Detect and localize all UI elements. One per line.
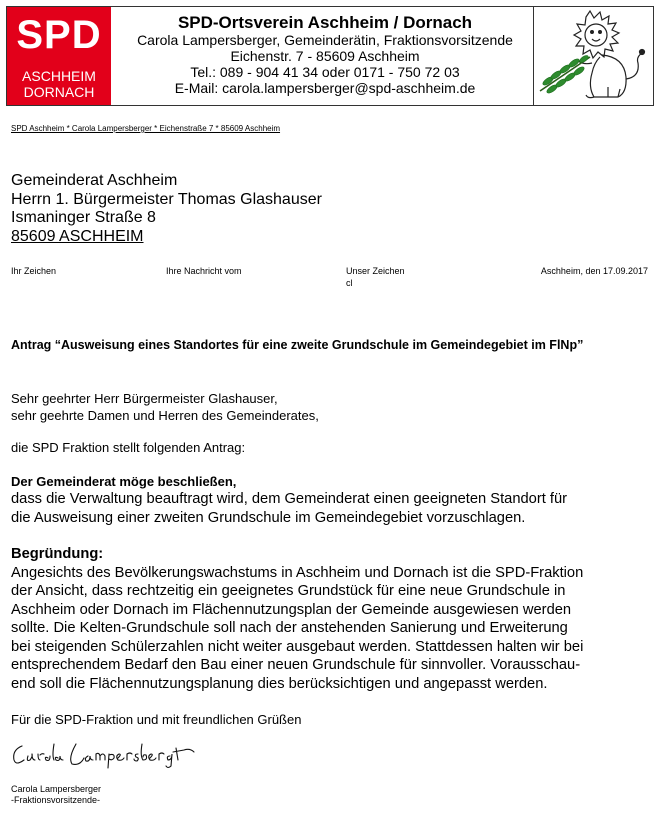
reasoning-line: sollte. Die Kelten-Grundschule soll nach der anstehenden Sanierung und Erweiterung (11, 620, 568, 636)
recipient-city: 85609 ASCHHEIM (11, 227, 144, 245)
recipient-line: Gemeinderat Aschheim (11, 172, 178, 189)
salutation (11, 390, 319, 424)
closing-text: Für die SPD-Fraktion und mit freundlichen Grüßen (11, 712, 302, 727)
intro-text: die SPD Fraktion stellt folgenden Antrag: (11, 440, 246, 455)
person-line: Carola Lampersberger, Gemeinderätin, Fraktionsvorsitzende (137, 32, 513, 48)
salutation-line: Sehr geehrter Herr Bürgermeister Glashauser, (11, 391, 278, 406)
reasoning-line: end soll die Flächennutzungsplanung dies berücksichtigen und angepasst werden. (11, 675, 548, 692)
reasoning-line: entsprechendem Bedarf den Bau einer neuen Grundschule für sinnvoller. Vorausschau- (11, 657, 581, 673)
ihre-nachricht-label: Ihre Nachricht vom (166, 266, 242, 276)
motion-text (11, 490, 651, 527)
motion-line: dass die Verwaltung beauftragt wird, dem Gemeinderat einen geeigneten Standort für (11, 491, 568, 507)
reasoning-line: Aschheim oder Dornach im Flächennutzungsplan der Gemeinde ausgewiesen werden (11, 601, 572, 618)
reasoning-line: der Ansicht, dass rechtzeitig ein geeignetes Grundstück für eine neue Grundschule in (11, 583, 566, 599)
address-line: Eichenstr. 7 - 85609 Aschheim (230, 48, 420, 64)
ihr-zeichen-label: Ihr Zeichen (11, 266, 57, 276)
phone-line: Tel.: 089 - 904 41 34 oder 0171 - 750 72 03 (190, 64, 460, 80)
reasoning-section (11, 545, 651, 693)
letter-date: Aschheim, den 17.09.2017 (540, 266, 648, 276)
logo-text: SPD (16, 13, 102, 57)
lion-with-branch-icon (533, 7, 653, 105)
subject-line: Antrag “Ausweisung eines Standortes für eine zweite Grundschule im Gemeindegebiet im FlNp” (11, 338, 584, 352)
reasoning-line: Angesichts des Bevölkerungswachstums in Aschheim und Dornach ist die SPD-Fraktion (11, 564, 584, 581)
signatory-name: Carola Lampersberger (11, 784, 102, 794)
sender-line: SPD Aschheim * Carola Lampersberger * Eichenstraße 7 * 85609 Aschheim (11, 124, 281, 133)
motion-heading: Der Gemeinderat möge beschließen, (11, 474, 237, 489)
reasoning-line: bei steigenden Schülerzahlen nicht weiter ausgebaut werden. Stattdessen halten wir bei (11, 638, 584, 655)
logo-place-2: DORNACH (23, 84, 95, 100)
recipient-line: Ismaninger Straße 8 (11, 209, 156, 226)
email-line: E-Mail: carola.lampersberger@spd-aschheim.de (174, 80, 476, 96)
recipient-address (11, 172, 322, 246)
signatory-role: -Fraktionsvorsitzende- (11, 795, 101, 805)
letterhead-text (115, 7, 535, 96)
unser-zeichen-label: Unser Zeichen (346, 266, 405, 276)
motion-line: die Ausweisung einer zweiten Grundschule im Gemeindegebiet vorzuschlagen. (11, 509, 526, 526)
unser-zeichen-block (346, 265, 405, 289)
unser-zeichen-value: cl (346, 278, 353, 288)
org-name: SPD-Ortsverein Aschheim / Dornach (177, 13, 473, 32)
recipient-line: Herrn 1. Bürgermeister Thomas Glashauser (11, 190, 322, 208)
signatory (11, 784, 101, 806)
handwritten-signature (10, 738, 200, 770)
logo-place-1: ASCHHEIM (22, 68, 96, 84)
spd-logo (7, 7, 111, 105)
salutation-line: sehr geehrte Damen und Herren des Gemeinderates, (11, 408, 319, 423)
letterhead (6, 6, 654, 106)
reasoning-heading: Begründung: (11, 546, 104, 562)
